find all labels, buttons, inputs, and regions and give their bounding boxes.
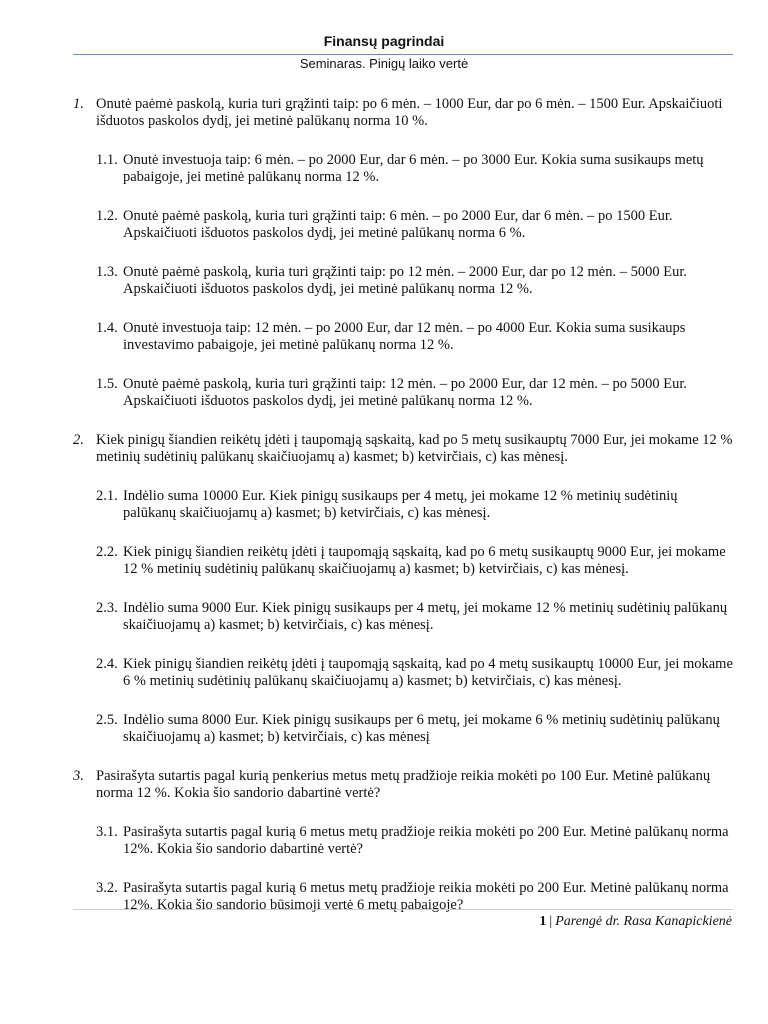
- task-text: Onutė paėmė paskolą, kuria turi grąžinti taip: 12 mėn. – po 2000 Eur, dar 12 mėn. – po 5000 Eur. Apskaičiuoti išduotos paskolos dydį, jei metinė palūkanų norma 12 %.: [123, 376, 687, 409]
- footer-author: Parengė dr. Rasa Kanapickienė: [555, 914, 732, 929]
- subtask-item: [73, 544, 733, 578]
- task-text: Pasirašyta sutartis pagal kurią 6 metus metų pradžioje reikia mokėti po 200 Eur. Metinė palūkanų norma 12%. Kokia šio sandorio dabartinė vertė?: [123, 824, 729, 857]
- task-text: Kiek pinigų šiandien reikėtų įdėti į taupomąją sąskaitą, kad po 4 metų susikauptų 10000 Eur, jei mokame 6 % metinių sudėtinių palūkanų skaičiuojamų a) kasmet; b) ketvirčiais, c) kas mėnesį.: [123, 656, 733, 689]
- subtask-item: [73, 152, 733, 186]
- task-text: Indėlio suma 10000 Eur. Kiek pinigų susikaups per 4 metų, jei mokame 12 % metinių sudėtinių palūkanų skaičiuojamų a) kasmet; b) ketvirčiais, c) kas mėnesį.: [123, 488, 678, 521]
- task-number: 2.2.: [96, 544, 118, 560]
- task-text: Onutė paėmė paskolą, kuria turi grąžinti taip: po 12 mėn. – 2000 Eur, dar po 12 mėn. – 5000 Eur. Apskaičiuoti išduotos paskolos dydį, jei metinė palūkanų norma 12 %.: [123, 264, 687, 297]
- task-text: Kiek pinigų šiandien reikėtų įdėti į taupomąją sąskaitą, kad po 5 metų susikauptų 7000 Eur, jei mokame 12 % metinių sudėtinių palūkanų skaičiuojamų a) kasmet; b) ketvirčiais, c) kas mėnesį.: [96, 432, 733, 465]
- page-footer: [539, 914, 732, 930]
- task-number: 1.1.: [96, 152, 118, 168]
- footer-divider: [73, 909, 733, 910]
- task-item: [73, 96, 733, 130]
- task-text: Pasirašyta sutartis pagal kurią 6 metus metų pradžioje reikia mokėti po 200 Eur. Metinė palūkanų norma 12%. Kokia šio sandorio būsimoji vertė 6 metų pabaigoje?: [123, 880, 729, 913]
- page-subtitle: Seminaras. Pinigų laiko vertė: [299, 56, 469, 71]
- task-item: [73, 768, 733, 802]
- subtask-item: [73, 824, 733, 858]
- task-text: Kiek pinigų šiandien reikėtų įdėti į taupomąją sąskaitą, kad po 6 metų susikauptų 9000 Eur, jei mokame 12 % metinių sudėtinių palūkanų skaičiuojamų a) kasmet; b) ketvirčiais, c) kas mėnesį.: [123, 544, 726, 577]
- task-text: Onutė paėmė paskolą, kuria turi grąžinti taip: po 6 mėn. – 1000 Eur, dar po 6 mėn. – 1500 Eur. Apskaičiuoti išduotos paskolos dydį, jei metinė palūkanų norma 10 %.: [96, 96, 723, 129]
- task-list: [73, 96, 733, 914]
- task-number: 2.4.: [96, 656, 118, 672]
- task-number: 2.: [73, 432, 84, 448]
- task-text: Indėlio suma 8000 Eur. Kiek pinigų susikaups per 6 metų, jei mokame 6 % metinių sudėtinių palūkanų skaičiuojamų a) kasmet; b) ketvirčiais, c) kas mėnesį: [123, 712, 720, 745]
- task-number: 3.2.: [96, 880, 118, 896]
- page-title: Finansų pagrindai: [323, 33, 445, 49]
- task-text: Pasirašyta sutartis pagal kurią penkerius metus metų pradžioje reikia mokėti po 100 Eur. Metinė palūkanų norma 12 %. Kokia šio sandorio dabartinė vertė?: [96, 768, 711, 801]
- subtask-item: [73, 656, 733, 690]
- page-number: 1: [539, 914, 547, 929]
- task-text: Onutė paėmė paskolą, kuria turi grąžinti taip: 6 mėn. – po 2000 Eur, dar 6 mėn. – po 1500 Eur. Apskaičiuoti išduotos paskolos dydį, jei metinė palūkanų norma 6 %.: [123, 208, 673, 241]
- subtask-item: [73, 264, 733, 298]
- task-text: Indėlio suma 9000 Eur. Kiek pinigų susikaups per 4 metų, jei mokame 12 % metinių sudėtinių palūkanų skaičiuojamų a) kasmet; b) ketvirčiais, c) kas mėnesį.: [123, 600, 728, 633]
- header-divider: [73, 54, 733, 55]
- subtask-item: [73, 208, 733, 242]
- task-number: 3.1.: [96, 824, 118, 840]
- task-number: 1.5.: [96, 376, 118, 392]
- task-number: 1.: [73, 96, 84, 112]
- subtask-item: [73, 488, 733, 522]
- subtask-item: [73, 600, 733, 634]
- subtask-item: [73, 712, 733, 746]
- subtask-item: [73, 320, 733, 354]
- task-number: 3.: [73, 768, 84, 784]
- task-number: 1.2.: [96, 208, 118, 224]
- footer-separator: |: [549, 914, 553, 929]
- subtask-item: [73, 376, 733, 410]
- task-number: 2.5.: [96, 712, 118, 728]
- task-text: Onutė investuoja taip: 6 mėn. – po 2000 Eur, dar 6 mėn. – po 3000 Eur. Kokia suma susikaups metų pabaigoje, jei metinė palūkanų norma 12 %.: [123, 152, 704, 185]
- task-number: 2.1.: [96, 488, 118, 504]
- task-text: Onutė investuoja taip: 12 mėn. – po 2000 Eur, dar 12 mėn. – po 4000 Eur. Kokia suma susikaups investavimo pabaigoje, jei metinė palūkanų norma 12 %.: [123, 320, 686, 353]
- task-item: [73, 432, 733, 466]
- task-number: 1.4.: [96, 320, 118, 336]
- task-number: 1.3.: [96, 264, 118, 280]
- task-number: 2.3.: [96, 600, 118, 616]
